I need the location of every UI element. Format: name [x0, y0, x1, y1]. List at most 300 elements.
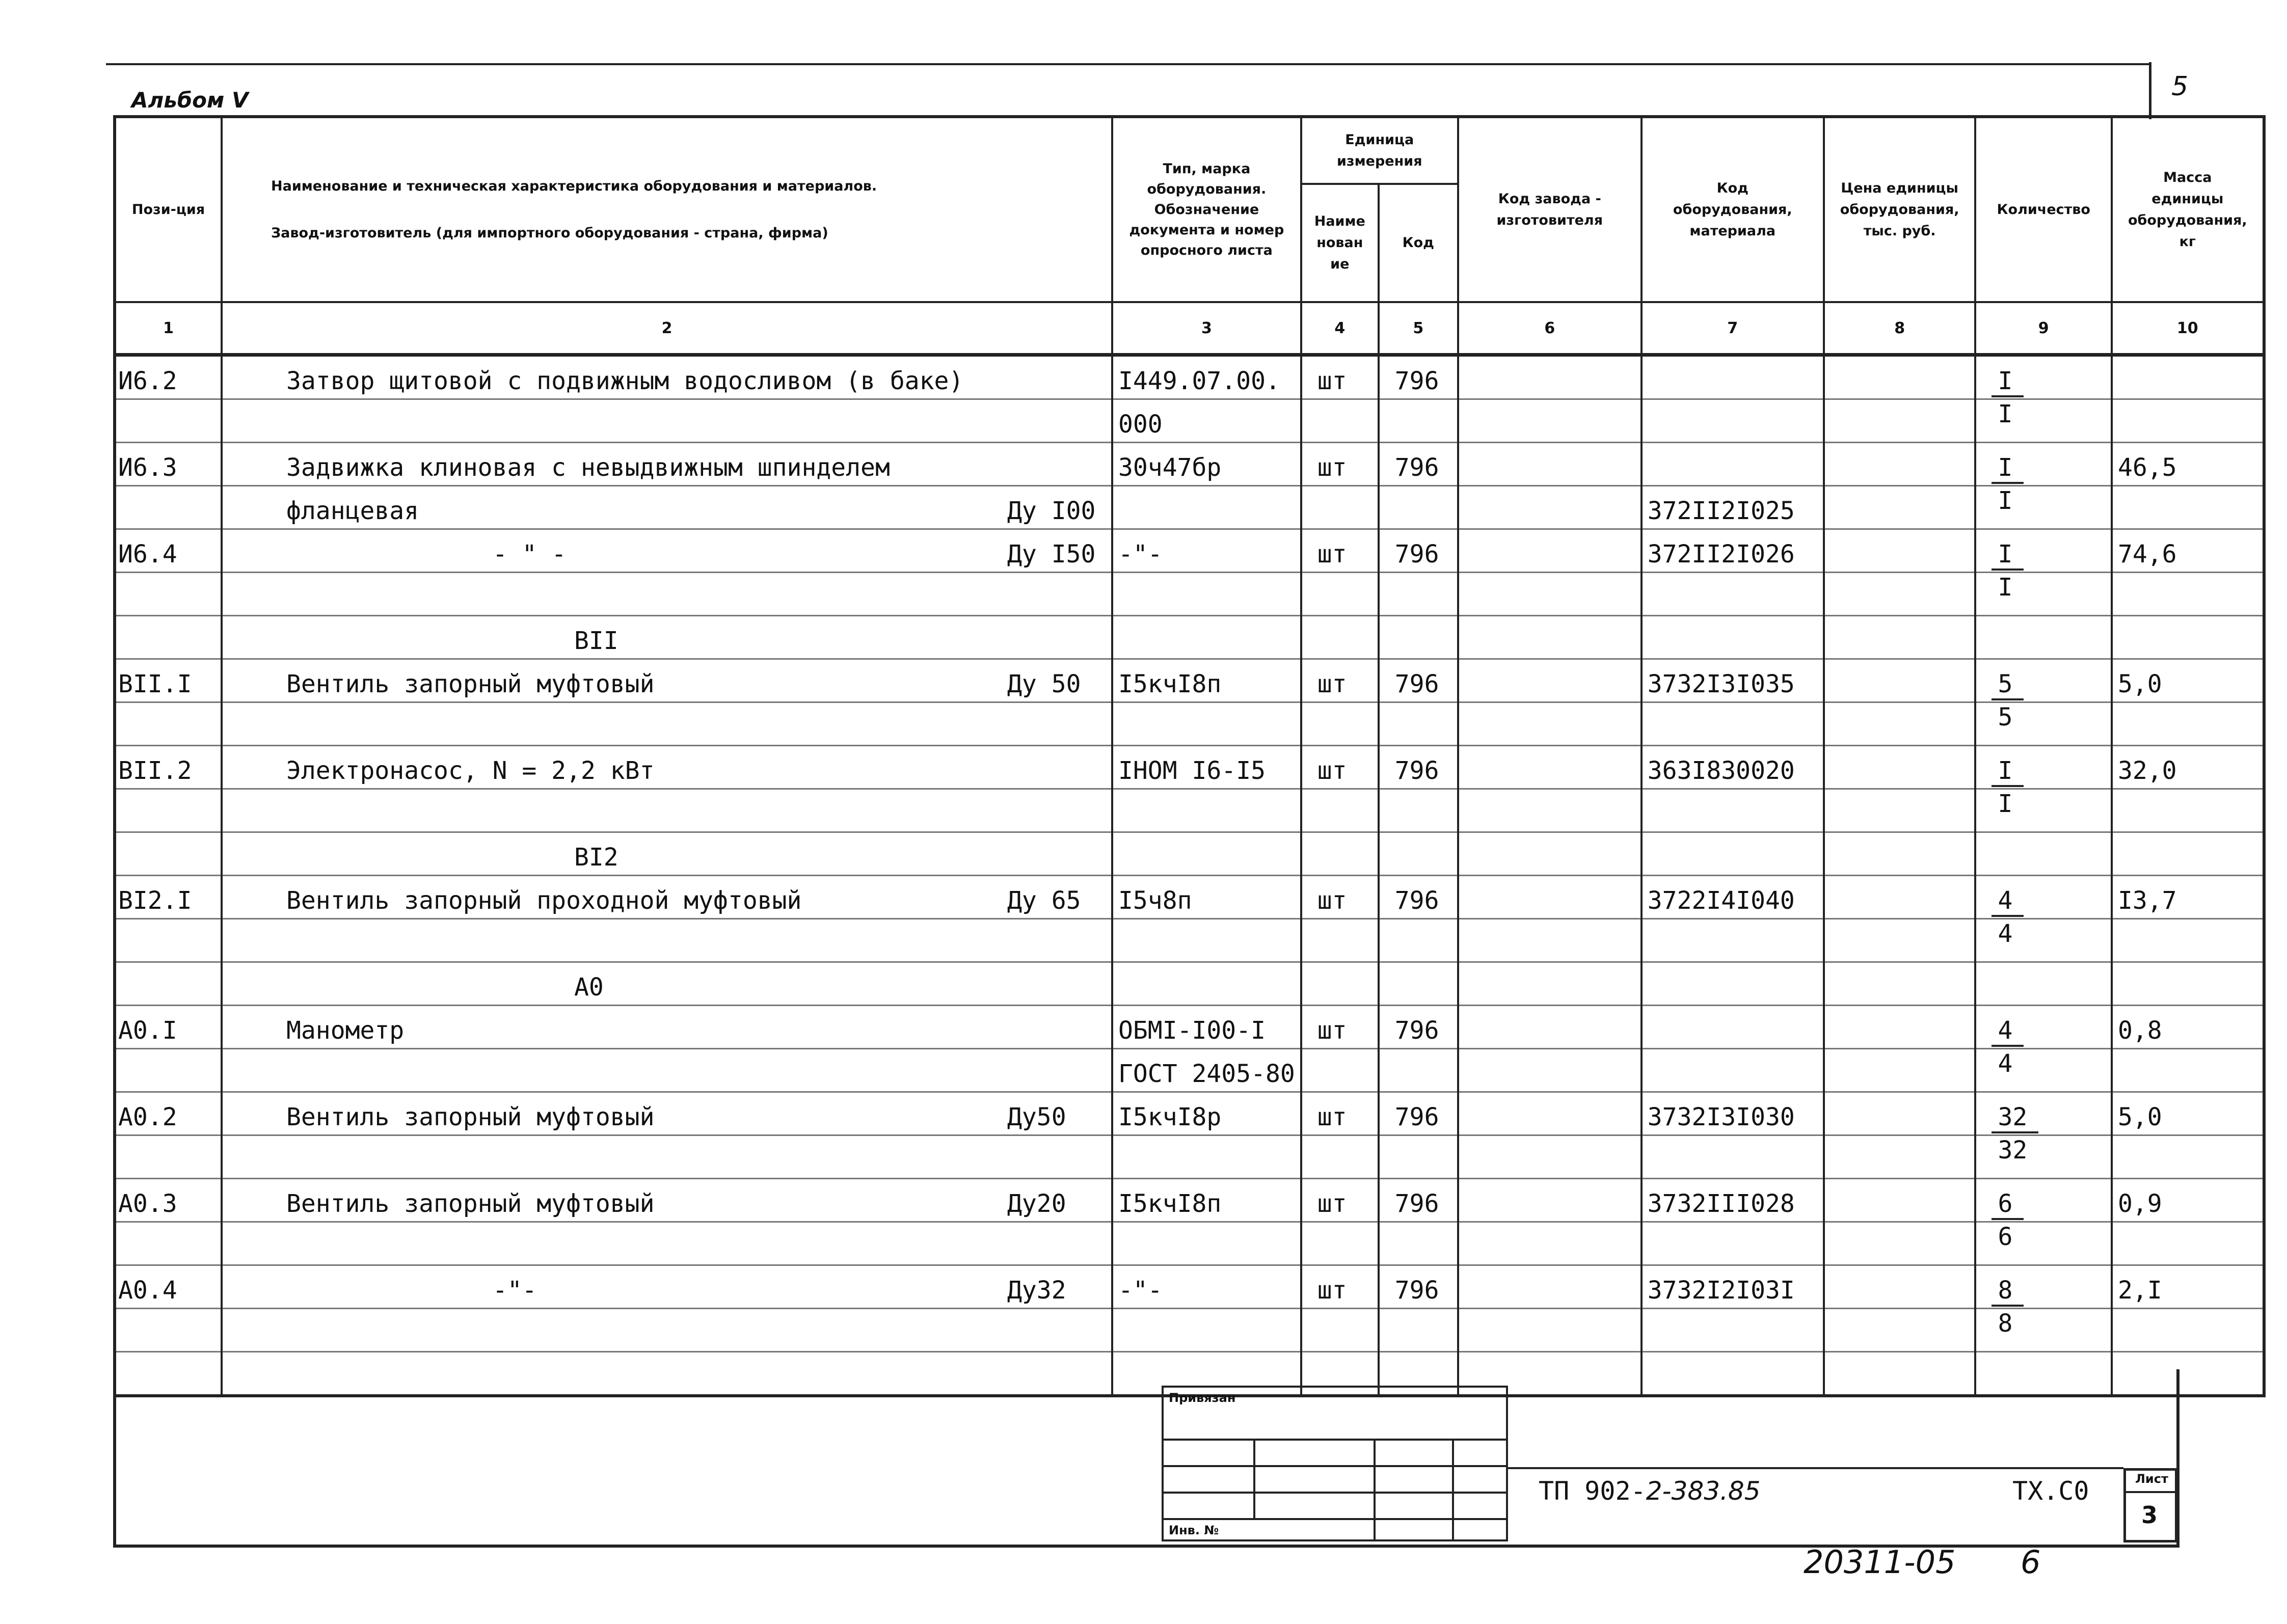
- cell-item-code: [1642, 355, 1824, 399]
- cell-name: [222, 1309, 1112, 1352]
- item-name: Вентиль запорный муфтовый: [286, 1103, 655, 1131]
- item-name: Затвор щитовой с подвижным водосливом (в баке): [286, 367, 964, 395]
- cell-unit-name: шт: [1301, 443, 1379, 486]
- cell-unit-code: [1379, 832, 1458, 876]
- table-body: [115, 355, 2264, 1396]
- cell-quantity: [1975, 659, 2111, 702]
- cell-unit-name: шт: [1301, 355, 1379, 399]
- cell-quantity: [1975, 1222, 2111, 1265]
- cell-price: [1824, 962, 1976, 1006]
- quantity-value: 8: [1998, 1309, 2013, 1338]
- title-block-divider: [1506, 1467, 2123, 1469]
- cell-mass: [2112, 616, 2264, 659]
- cell-quantity: [1975, 1179, 2111, 1222]
- quantity-value: 4: [1992, 1016, 2024, 1047]
- cell-item-code: 372II2I026: [1642, 529, 1824, 573]
- quantity-value: 8: [1992, 1276, 2024, 1307]
- cell-item-code: 3722I4I040: [1642, 876, 1824, 919]
- cell-unit-code: [1379, 399, 1458, 443]
- table-row: [115, 1092, 2264, 1135]
- binding-stamp: [1162, 1386, 1508, 1541]
- table-row: [115, 486, 2264, 529]
- cell-unit-name: [1301, 919, 1379, 962]
- cell-name: [222, 1092, 1112, 1135]
- cell-position: A0.3: [115, 1179, 222, 1222]
- cell-unit-name: шт: [1301, 876, 1379, 919]
- cell-name: [222, 789, 1112, 832]
- cell-unit-name: [1301, 962, 1379, 1006]
- item-name: A0: [574, 973, 604, 1002]
- cell-type: [1112, 573, 1301, 616]
- cell-unit-name: [1301, 789, 1379, 832]
- sheet-number: 3: [2141, 1501, 2158, 1529]
- document-code: [1539, 1476, 1761, 1506]
- cell-unit-name: [1301, 1135, 1379, 1179]
- cell-position: [115, 1222, 222, 1265]
- cell-quantity: [1975, 573, 2111, 616]
- cell-maker-code: [1458, 1179, 1642, 1222]
- cell-item-code: 3732I3I035: [1642, 659, 1824, 702]
- bound-label: Привязан: [1169, 1391, 1236, 1405]
- cell-maker-code: [1458, 919, 1642, 962]
- nominal-diameter: Ду20: [1007, 1189, 1066, 1218]
- cell-price: [1824, 486, 1976, 529]
- cell-name: [222, 1006, 1112, 1049]
- cell-price: [1824, 919, 1976, 962]
- cell-quantity: [1975, 443, 2111, 486]
- cell-position: И6.2: [115, 355, 222, 399]
- item-name: Вентиль запорный муфтовый: [286, 1189, 655, 1218]
- quantity-value: I: [1998, 573, 2013, 602]
- cell-maker-code: [1458, 355, 1642, 399]
- cell-price: [1824, 399, 1976, 443]
- cell-mass: 5,0: [2112, 1092, 2264, 1135]
- cell-unit-name: [1301, 1222, 1379, 1265]
- cell-maker-code: [1458, 962, 1642, 1006]
- cell-maker-code: [1458, 659, 1642, 702]
- cell-maker-code: [1458, 1135, 1642, 1179]
- col-number-7: 7: [1642, 302, 1824, 355]
- cell-item-code: 3732I3I030: [1642, 1092, 1824, 1135]
- cell-mass: 5,0: [2112, 659, 2264, 702]
- header-unit-name: Наименование: [1301, 184, 1379, 302]
- cell-unit-code: 796: [1379, 1265, 1458, 1309]
- table-row: [115, 443, 2264, 486]
- item-name: BII: [574, 627, 618, 655]
- cell-mass: [2112, 1135, 2264, 1179]
- col-number-4: 4: [1301, 302, 1379, 355]
- cell-type: [1112, 702, 1301, 746]
- cell-name: [222, 486, 1112, 529]
- cell-item-code: 3732III028: [1642, 1179, 1824, 1222]
- cell-name: [222, 573, 1112, 616]
- cell-mass: [2112, 832, 2264, 876]
- cell-name: [222, 1049, 1112, 1092]
- cell-unit-code: [1379, 1309, 1458, 1352]
- cell-type: [1112, 1309, 1301, 1352]
- cell-maker-code: [1458, 573, 1642, 616]
- cell-position: [115, 702, 222, 746]
- quantity-value: I: [1998, 486, 2013, 515]
- cell-position: BII.2: [115, 746, 222, 789]
- cell-price: [1824, 789, 1976, 832]
- quantity-value: I: [1992, 540, 2024, 571]
- cell-name: [222, 876, 1112, 919]
- cell-maker-code: [1458, 399, 1642, 443]
- cell-type: 000: [1112, 399, 1301, 443]
- cell-maker-code: [1458, 616, 1642, 659]
- cell-type: I5ч8п: [1112, 876, 1301, 919]
- cell-quantity: [1975, 1265, 2111, 1309]
- cell-item-code: 372II2I025: [1642, 486, 1824, 529]
- cell-unit-name: [1301, 399, 1379, 443]
- cell-item-code: [1642, 919, 1824, 962]
- cell-maker-code: [1458, 876, 1642, 919]
- quantity-value: 32: [1998, 1136, 2028, 1165]
- cell-quantity: [1975, 355, 2111, 399]
- header-position: Пози-ция: [115, 117, 222, 302]
- cell-unit-code: [1379, 789, 1458, 832]
- cell-mass: 2,I: [2112, 1265, 2264, 1309]
- table-row: [115, 789, 2264, 832]
- cell-unit-code: 796: [1379, 659, 1458, 702]
- table-row: [115, 919, 2264, 962]
- cell-position: [115, 1309, 222, 1352]
- document-code-main: ТП 902-: [1539, 1476, 1646, 1506]
- item-name: Вентиль запорный муфтовый: [286, 670, 655, 698]
- cell-unit-code: [1379, 573, 1458, 616]
- cell-unit-code: [1379, 1049, 1458, 1092]
- document-code-rest: 2-383.85: [1646, 1476, 1761, 1506]
- cell-unit-code: [1379, 919, 1458, 962]
- cell-mass: 74,6: [2112, 529, 2264, 573]
- cell-position: [115, 789, 222, 832]
- item-name: фланцевая: [286, 497, 419, 525]
- cell-maker-code: [1458, 746, 1642, 789]
- cell-type: [1112, 919, 1301, 962]
- quantity-value: I: [1998, 400, 2013, 428]
- header-quantity: Количество: [1975, 117, 2111, 302]
- cell-type: ОБМI-I00-I: [1112, 1006, 1301, 1049]
- cell-name: [222, 659, 1112, 702]
- cell-maker-code: [1458, 1222, 1642, 1265]
- cell-position: [115, 573, 222, 616]
- table-row: [115, 876, 2264, 919]
- cell-maker-code: [1458, 789, 1642, 832]
- table-row: [115, 616, 2264, 659]
- header-name-line2: Завод-изготовитель (для импортного оборудования - страна, фирма): [271, 225, 828, 241]
- cell-quantity: [1975, 616, 2111, 659]
- table-row: [115, 832, 2264, 876]
- quantity-value: 6: [1998, 1223, 2013, 1251]
- cell-unit-code: 796: [1379, 355, 1458, 399]
- cell-type: ГОСТ 2405-80: [1112, 1049, 1301, 1092]
- nominal-diameter: Ду50: [1007, 1103, 1066, 1131]
- cell-unit-name: [1301, 1049, 1379, 1092]
- quantity-value: 5: [1998, 703, 2013, 732]
- cell-unit-code: 796: [1379, 1179, 1458, 1222]
- cell-unit-name: [1301, 573, 1379, 616]
- cell-type: [1112, 832, 1301, 876]
- cell-mass: 0,9: [2112, 1179, 2264, 1222]
- cell-name: [222, 832, 1112, 876]
- cell-unit-name: [1301, 616, 1379, 659]
- specification-table: [113, 115, 2266, 1397]
- cell-type: [1112, 616, 1301, 659]
- cell-unit-code: 796: [1379, 876, 1458, 919]
- cell-mass: [2112, 486, 2264, 529]
- cell-name: [222, 746, 1112, 789]
- table-row: [115, 529, 2264, 573]
- cell-name: [222, 443, 1112, 486]
- cell-quantity: [1975, 1309, 2111, 1352]
- cell-type: 30ч47бр: [1112, 443, 1301, 486]
- cell-type: I5кчI8р: [1112, 1092, 1301, 1135]
- quantity-value: 4: [1998, 919, 2013, 948]
- cell-unit-code: 796: [1379, 529, 1458, 573]
- cell-price: [1824, 832, 1976, 876]
- quantity-value: 32: [1992, 1103, 2038, 1133]
- cell-name: [222, 616, 1112, 659]
- cell-position: A0.2: [115, 1092, 222, 1135]
- cell-unit-name: шт: [1301, 1179, 1379, 1222]
- cell-unit-name: шт: [1301, 529, 1379, 573]
- cell-price: [1824, 1265, 1976, 1309]
- quantity-value: I: [1992, 367, 2024, 397]
- nominal-diameter: Ду 50: [1007, 670, 1081, 698]
- sheet-number-box: [2123, 1468, 2177, 1542]
- cell-price: [1824, 1309, 1976, 1352]
- cell-position: A0.4: [115, 1265, 222, 1309]
- table-row: [115, 573, 2264, 616]
- table-row: [115, 1135, 2264, 1179]
- table-row: [115, 399, 2264, 443]
- cell-mass: [2112, 702, 2264, 746]
- cell-name: [222, 1135, 1112, 1179]
- cell-mass: [2112, 573, 2264, 616]
- cell-maker-code: [1458, 529, 1642, 573]
- cell-unit-name: шт: [1301, 746, 1379, 789]
- item-name: BI2: [574, 843, 618, 872]
- nominal-diameter: Ду 65: [1007, 886, 1081, 915]
- cell-quantity: [1975, 529, 2111, 573]
- cell-name: [222, 355, 1112, 399]
- cell-unit-code: 796: [1379, 746, 1458, 789]
- quantity-value: 4: [1998, 1049, 2013, 1078]
- cell-item-code: [1642, 702, 1824, 746]
- cell-name: [222, 399, 1112, 443]
- table-row: [115, 355, 2264, 399]
- item-name: Вентиль запорный проходной муфтовый: [286, 886, 802, 915]
- cell-position: [115, 399, 222, 443]
- item-name: Задвижка клиновая с невыдвижным шпинделем: [286, 453, 890, 482]
- cell-unit-name: шт: [1301, 1092, 1379, 1135]
- cell-position: BII.I: [115, 659, 222, 702]
- cell-maker-code: [1458, 1049, 1642, 1092]
- cell-quantity: [1975, 702, 2111, 746]
- cell-item-code: [1642, 789, 1824, 832]
- sheet-label: Лист: [2135, 1472, 2168, 1486]
- cell-item-code: 363I830020: [1642, 746, 1824, 789]
- header-name-line1: Наименование и техническая характеристика оборудования и материалов.: [271, 178, 877, 194]
- table-row: [115, 1309, 2264, 1352]
- cell-item-code: [1642, 1049, 1824, 1092]
- cell-position: [115, 616, 222, 659]
- cell-mass: [2112, 919, 2264, 962]
- cell-quantity: [1975, 832, 2111, 876]
- cell-position: [115, 486, 222, 529]
- cell-name: [222, 962, 1112, 1006]
- cell-price: [1824, 702, 1976, 746]
- cell-type: [1112, 486, 1301, 529]
- quantity-value: 6: [1992, 1189, 2024, 1220]
- cell-type: I5кчI8п: [1112, 659, 1301, 702]
- cell-unit-code: [1379, 486, 1458, 529]
- cell-position: И6.3: [115, 443, 222, 486]
- cell-mass: [2112, 1049, 2264, 1092]
- cell-price: [1824, 876, 1976, 919]
- cell-price: [1824, 443, 1976, 486]
- cell-maker-code: [1458, 486, 1642, 529]
- cell-quantity: [1975, 1049, 2111, 1092]
- page-number-frame: [2149, 62, 2155, 119]
- cell-price: [1824, 1179, 1976, 1222]
- cell-mass: 0,8: [2112, 1006, 2264, 1049]
- quantity-value: 5: [1992, 670, 2024, 700]
- cell-position: [115, 919, 222, 962]
- header-unit-code: Код: [1379, 184, 1458, 302]
- nominal-diameter: Ду32: [1007, 1276, 1066, 1305]
- cell-maker-code: [1458, 443, 1642, 486]
- cell-mass: [2112, 789, 2264, 832]
- header-maker-code: Код завода - изготовителя: [1458, 117, 1642, 302]
- col-number-1: 1: [115, 302, 222, 355]
- cell-price: [1824, 355, 1976, 399]
- header-name: [222, 117, 1112, 302]
- cell-price: [1824, 1092, 1976, 1135]
- cell-type: [1112, 1135, 1301, 1179]
- cell-type: [1112, 789, 1301, 832]
- cell-position: A0.I: [115, 1006, 222, 1049]
- cell-item-code: [1642, 443, 1824, 486]
- cell-type: I449.07.00.: [1112, 355, 1301, 399]
- header-item-code: Код оборудования, материала: [1642, 117, 1824, 302]
- cell-quantity: [1975, 486, 2111, 529]
- cell-price: [1824, 746, 1976, 789]
- cell-mass: [2112, 1309, 2264, 1352]
- cell-item-code: [1642, 1006, 1824, 1049]
- cell-quantity: [1975, 1006, 2111, 1049]
- top-border-line: [106, 63, 2149, 65]
- cell-name: [222, 529, 1112, 573]
- cell-unit-code: [1379, 702, 1458, 746]
- table-row: [115, 1049, 2264, 1092]
- cell-price: [1824, 1006, 1976, 1049]
- col-number-3: 3: [1112, 302, 1301, 355]
- cell-price: [1824, 1049, 1976, 1092]
- cell-maker-code: [1458, 1006, 1642, 1049]
- cell-position: И6.4: [115, 529, 222, 573]
- nominal-diameter: Ду I50: [1007, 540, 1096, 569]
- quantity-value: I: [1992, 453, 2024, 484]
- col-number-9: 9: [1975, 302, 2111, 355]
- item-name: - " -: [493, 540, 567, 569]
- cell-price: [1824, 616, 1976, 659]
- cell-quantity: [1975, 962, 2111, 1006]
- cell-position: [115, 1135, 222, 1179]
- cell-mass: 46,5: [2112, 443, 2264, 486]
- cell-mass: [2112, 399, 2264, 443]
- cell-unit-name: шт: [1301, 659, 1379, 702]
- cell-unit-code: [1379, 616, 1458, 659]
- cell-item-code: [1642, 616, 1824, 659]
- cell-unit-code: [1379, 962, 1458, 1006]
- table-row: [115, 746, 2264, 789]
- table-row: [115, 702, 2264, 746]
- cell-unit-name: шт: [1301, 1006, 1379, 1049]
- cell-unit-name: шт: [1301, 1265, 1379, 1309]
- cell-position: [115, 962, 222, 1006]
- nominal-diameter: Ду I00: [1007, 497, 1096, 525]
- cell-item-code: [1642, 1309, 1824, 1352]
- copy-number: 6: [2021, 1544, 2041, 1581]
- cell-mass: [2112, 962, 2264, 1006]
- cell-maker-code: [1458, 702, 1642, 746]
- col-number-8: 8: [1824, 302, 1976, 355]
- cell-item-code: [1642, 962, 1824, 1006]
- cell-unit-code: 796: [1379, 1006, 1458, 1049]
- table-row: [115, 659, 2264, 702]
- order-number: 20311-05: [1804, 1544, 1956, 1581]
- cell-unit-name: [1301, 702, 1379, 746]
- col-number-2: 2: [222, 302, 1112, 355]
- table-row: [115, 962, 2264, 1006]
- header-unit-group: Единица измерения: [1301, 117, 1458, 184]
- cell-unit-name: [1301, 1309, 1379, 1352]
- title-block: [113, 1369, 2180, 1548]
- cell-name: [222, 1222, 1112, 1265]
- cell-name: [222, 1265, 1112, 1309]
- cell-price: [1824, 1135, 1976, 1179]
- cell-unit-name: [1301, 832, 1379, 876]
- header-price: Цена единицы оборудования, тыс. руб.: [1824, 117, 1976, 302]
- header-type: Тип, марка оборудования. Обозначение документа и номер опросного листа: [1112, 117, 1301, 302]
- cell-quantity: [1975, 1092, 2111, 1135]
- document-mark: ТХ.С0: [2012, 1476, 2089, 1506]
- table-row: [115, 1265, 2264, 1309]
- cell-unit-code: 796: [1379, 443, 1458, 486]
- cell-maker-code: [1458, 1309, 1642, 1352]
- col-number-6: 6: [1458, 302, 1642, 355]
- cell-price: [1824, 573, 1976, 616]
- cell-name: [222, 702, 1112, 746]
- cell-quantity: [1975, 876, 2111, 919]
- cell-type: -"-: [1112, 1265, 1301, 1309]
- cell-type: [1112, 962, 1301, 1006]
- item-name: -"-: [493, 1276, 537, 1305]
- inventory-label: Инв. №: [1169, 1523, 1219, 1537]
- quantity-value: I: [1992, 756, 2024, 787]
- cell-quantity: [1975, 399, 2111, 443]
- table-row: [115, 1222, 2264, 1265]
- cell-maker-code: [1458, 1265, 1642, 1309]
- cell-price: [1824, 529, 1976, 573]
- quantity-value: I: [1998, 790, 2013, 818]
- cell-item-code: [1642, 573, 1824, 616]
- album-label: Альбом V: [131, 88, 249, 113]
- page-number: 5: [2171, 71, 2189, 102]
- cell-position: [115, 1049, 222, 1092]
